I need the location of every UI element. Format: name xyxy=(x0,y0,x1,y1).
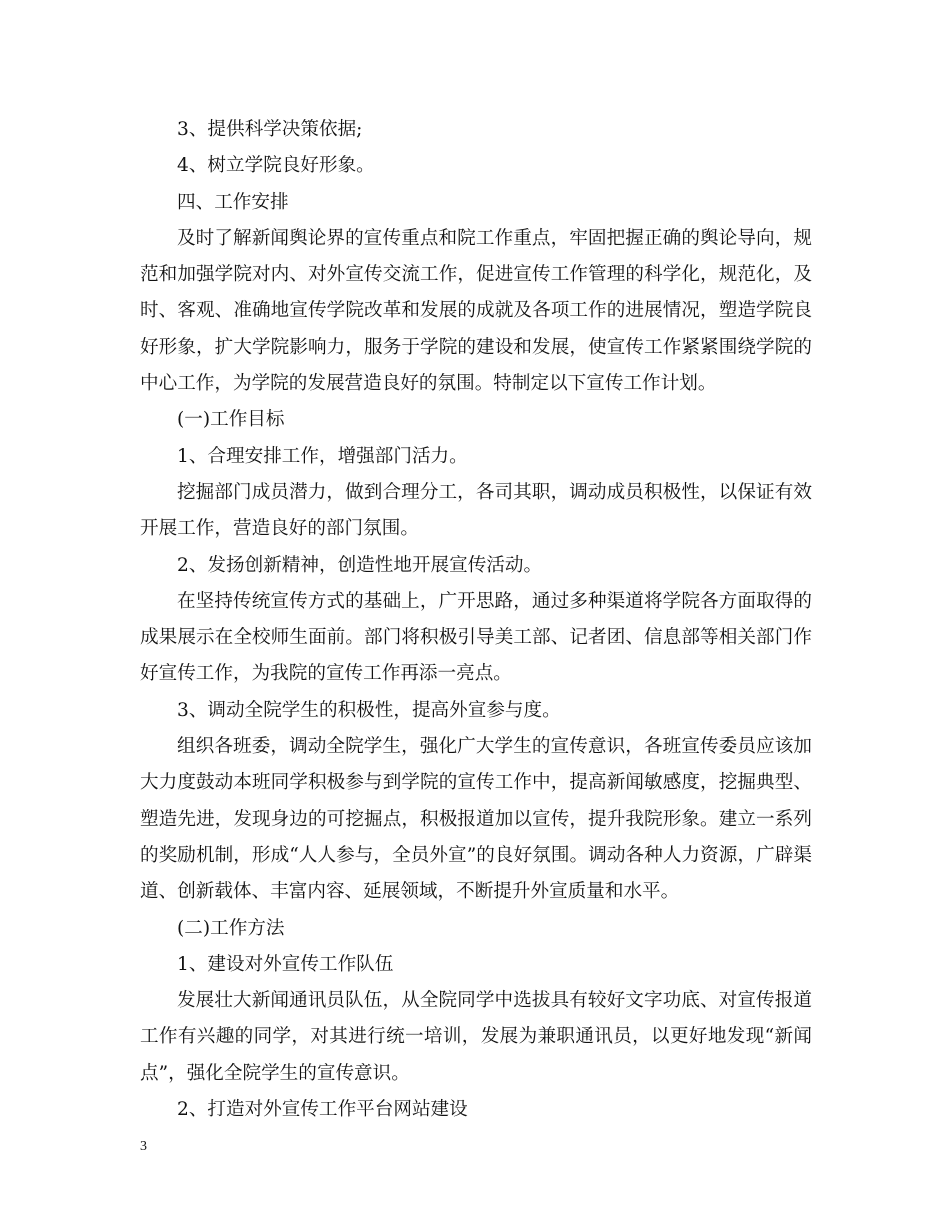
body-paragraph-intro: 及时了解新闻舆论界的宣传重点和院工作重点，牢固把握正确的舆论导向，规范和加强学院对内、对外宣传交流工作，促进宣传工作管理的科学化，规范化，及时、客观、准确地宣传学院改革和发展的成就及各项工作的进展情况，塑造学院良好形象，扩大学院影响力，服务于学院的建设和发展，使宣传工作紧紧围绕学院的中心工作，为学院的发展营造良好的氛围。特制定以下宣传工作计划。 xyxy=(140,227,812,395)
body-paragraph-goal-3: 组织各班委，调动全院学生，强化广大学生的宣传意识，各班宣传委员应该加大力度鼓动本班同学积极参与到学院的宣传工作中，提高新闻敏感度，挖掘典型、塑造先进，发现身边的可挖掘点，积极报道加以宣传，提升我院形象。建立一系列的奖励机制，形成“人人参与，全员外宣”的良好氛围。调动各种人力资源，广辟渠道、创新载体、丰富内容、延展领域，不断提升外宣质量和水平。 xyxy=(140,736,812,903)
goal-item-2: 2、发扬创新精神，创造性地开展宣传活动。 xyxy=(177,554,543,576)
body-paragraph-goal-1: 挖掘部门成员潜力，做到合理分工，各司其职，调动成员积极性，以保证有效开展工作，营造良好的部门氛围。 xyxy=(140,481,812,540)
document-body xyxy=(140,112,812,1128)
method-item-2: 2、打造对外宣传工作平台网站建设 xyxy=(177,1099,468,1121)
list-item-4: 4、树立学院良好形象。 xyxy=(177,155,375,177)
goal-item-3: 3、调动全院学生的积极性，提高外宣参与度。 xyxy=(177,699,561,721)
subsection-heading-work-goals: (一)工作目标 xyxy=(177,409,285,431)
list-item-3: 3、提供科学决策依据; xyxy=(177,119,363,140)
goal-item-1: 1、合理安排工作，增强部门活力。 xyxy=(177,445,468,467)
section-heading-work-arrangement: 四、工作安排 xyxy=(177,191,289,213)
method-item-1: 1、建设对外宣传工作队伍 xyxy=(177,953,394,975)
subsection-heading-work-methods: (二)工作方法 xyxy=(177,917,285,939)
body-paragraph-goal-2: 在坚持传统宣传方式的基础上，广开思路，通过多种渠道将学院各方面取得的成果展示在全校师生面前。部门将积极引导美工部、记者团、信息部等相关部门作好宣传工作，为我院的宣传工作再添一亮点。 xyxy=(140,590,812,685)
page-number: 3 xyxy=(140,1139,147,1154)
body-paragraph-method-1: 发展壮大新闻通讯员队伍，从全院同学中选拔具有较好文字功底、对宣传报道工作有兴趣的同学，对其进行统一培训，发展为兼职通讯员，以更好地发现“新闻点”，强化全院学生的宣传意识。 xyxy=(140,990,812,1084)
